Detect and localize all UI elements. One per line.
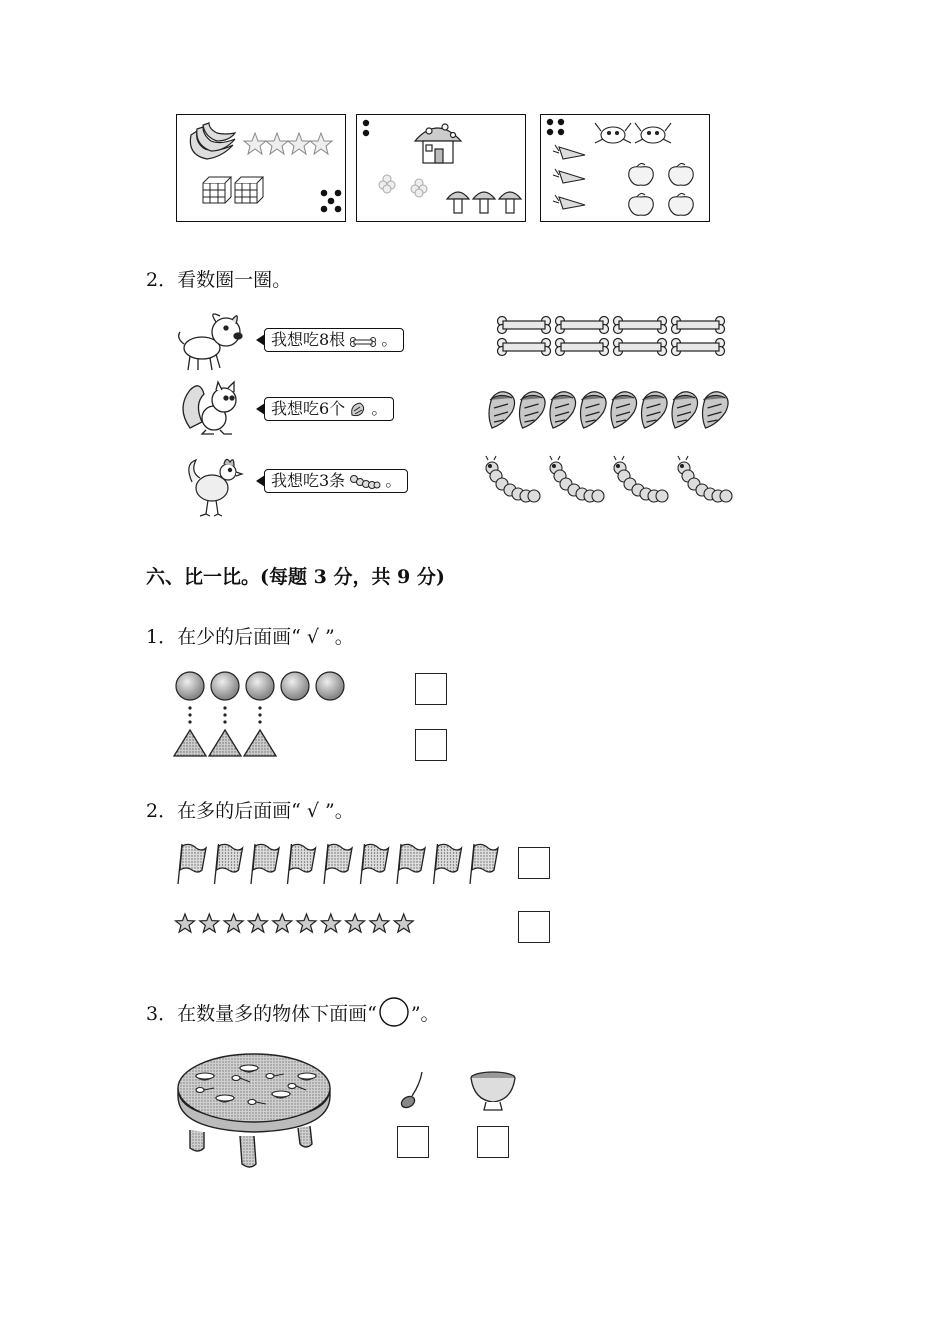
pinecone-icon (520, 392, 546, 428)
answer-box-spoon[interactable] (397, 1126, 429, 1158)
pinecones-group (486, 388, 742, 432)
bones-group (496, 316, 728, 360)
flag-icon (215, 844, 243, 884)
star-icon (394, 914, 413, 932)
circle-shape (176, 672, 204, 700)
bone-icon (672, 317, 725, 334)
triangle-shape (209, 730, 241, 756)
bone-icon (672, 339, 725, 356)
pinecone-icon (581, 392, 607, 428)
bone-icon (614, 339, 667, 356)
dice-two-icon (363, 120, 369, 136)
answer-box-bowl[interactable] (477, 1126, 509, 1158)
counting-panel-1 (176, 114, 346, 222)
counting-panel-2 (356, 114, 526, 222)
q6-3-title (146, 992, 440, 1026)
star-icon (200, 914, 219, 932)
table-icon (174, 1040, 334, 1172)
match-dots (223, 706, 226, 723)
pinecone-icon (703, 392, 729, 428)
speech-bubble-dog (264, 328, 404, 352)
pinecone-icon (489, 392, 515, 428)
speech-end-dog: 。 (381, 330, 398, 349)
bone-icon (350, 336, 376, 348)
flag-icon (397, 844, 425, 884)
speech-end-squirrel: 。 (371, 399, 388, 418)
pinecone-icon (350, 401, 366, 417)
star-icon (321, 914, 340, 932)
dice-four-icon (547, 119, 564, 135)
star-icon (273, 914, 292, 932)
star-icon (176, 914, 195, 932)
flag-icon (251, 844, 279, 884)
q6-1-title: 1．在少的后面画“ √ ”。 (146, 626, 354, 648)
flag-icon (288, 844, 316, 884)
triangle-shape (244, 730, 276, 756)
bowl-icon (468, 1070, 518, 1112)
star-icon (370, 914, 389, 932)
q6-3-title-after: ”。 (410, 1003, 440, 1025)
answer-box-flags[interactable] (518, 847, 550, 879)
caterpillar-icon (350, 475, 380, 489)
mushroom-house-icon (415, 124, 461, 163)
star-icon (244, 133, 332, 154)
pinecone-icon (611, 392, 637, 428)
pinecone-icon (672, 392, 698, 428)
caterpillar-icon (486, 456, 540, 502)
match-dots (188, 706, 191, 723)
peach-icon (629, 163, 694, 215)
star-icon (248, 914, 267, 932)
cube-icon (203, 177, 263, 203)
flag-icon (178, 844, 206, 884)
flag-icon (470, 844, 498, 884)
q2-title: 2．看数圈一圈。 (146, 269, 292, 291)
caterpillar-icon (550, 456, 604, 502)
stars-row (174, 912, 424, 936)
bone-icon (498, 317, 551, 334)
banana-icon (190, 123, 235, 159)
crab-icon (595, 123, 671, 143)
speech-end-rooster: 。 (385, 471, 402, 490)
spoon-icon (398, 1070, 428, 1110)
caterpillars-group (484, 458, 740, 506)
answer-box-triangles[interactable] (415, 729, 447, 761)
answer-box-stars[interactable] (518, 911, 550, 943)
flag-icon (324, 844, 352, 884)
panel-3-art (541, 115, 709, 221)
pinecone-icon (642, 392, 668, 428)
dog-icon (176, 310, 248, 372)
flags-row (176, 840, 506, 886)
circles-triangles-compare (174, 670, 354, 762)
star-icon (224, 914, 243, 932)
section6-title: 六、比一比。(每题 3 分，共 9 分) (146, 566, 445, 588)
speech-text-dog: 我想吃8根 (271, 330, 346, 349)
bone-icon (556, 339, 609, 356)
pinecone-icon (550, 392, 576, 428)
rooster-icon (182, 452, 246, 518)
circle-mark-icon (377, 998, 411, 1026)
star-icon (297, 914, 316, 932)
squirrel-icon (180, 378, 248, 436)
flower-icon (379, 175, 427, 197)
carrot-icon (553, 145, 585, 209)
circle-shape (246, 672, 274, 700)
circle-shape (316, 672, 344, 700)
circle-shape (281, 672, 309, 700)
answer-box-circles[interactable] (415, 673, 447, 705)
circle-shape (211, 672, 239, 700)
caterpillar-icon (614, 456, 668, 502)
triangle-shape (174, 730, 206, 756)
q6-2-title: 2．在多的后面画“ √ ”。 (146, 800, 354, 822)
panel-2-art (357, 115, 525, 221)
flag-icon (434, 844, 462, 884)
bone-icon (614, 317, 667, 334)
speech-text-squirrel: 我想吃6个 (271, 399, 346, 418)
q6-3-title-before: 3．在数量多的物体下面画“ (146, 1003, 377, 1025)
bone-icon (556, 317, 609, 334)
match-dots (258, 706, 261, 723)
panel-1-art (177, 115, 345, 221)
bone-icon (498, 339, 551, 356)
speech-text-rooster: 我想吃3条 (271, 471, 346, 490)
flag-icon (361, 844, 389, 884)
dice-five-icon (321, 190, 342, 213)
speech-bubble-rooster (264, 469, 408, 493)
mushroom-icon (447, 192, 521, 213)
caterpillar-icon (678, 456, 732, 502)
star-icon (346, 914, 365, 932)
speech-bubble-squirrel (264, 397, 394, 421)
counting-panel-3 (540, 114, 710, 222)
